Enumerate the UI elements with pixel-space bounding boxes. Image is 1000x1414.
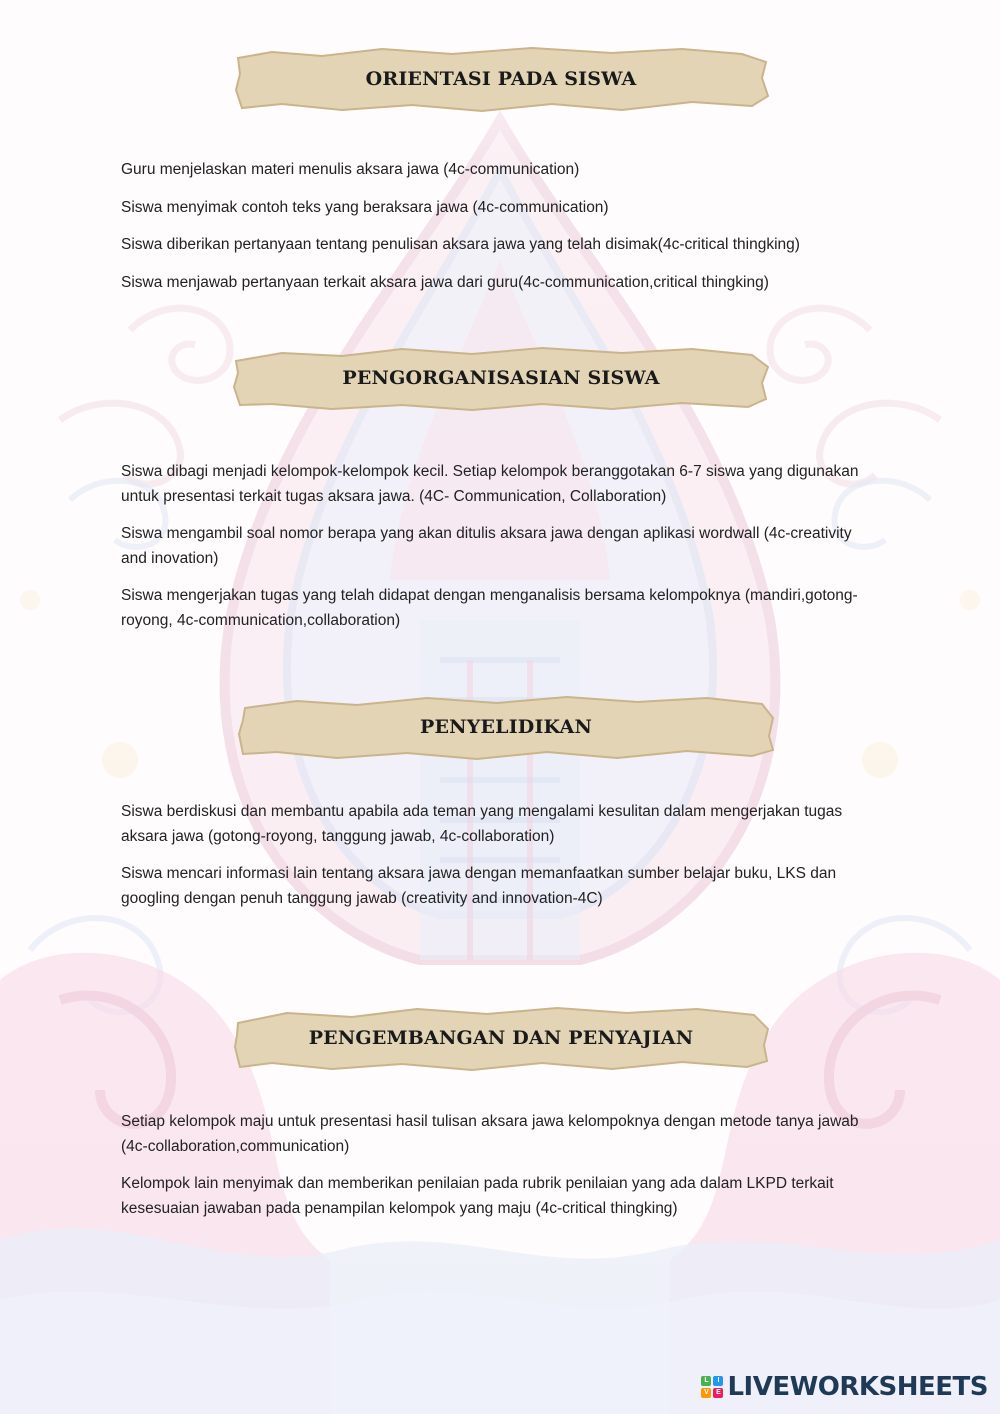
paragraph: Siswa menjawab pertanyaan terkait aksara jawa dari guru(4c-communication,critical thingking)	[121, 273, 769, 291]
section-title: PENGEMBANGAN DAN PENYAJIAN	[308, 1027, 694, 1049]
section-title: PENYELIDIKAN	[419, 716, 593, 738]
paragraph: Guru menjelaskan materi menulis aksara jawa (4c-communication)	[121, 161, 580, 178]
section-title: ORIENTASI PADA SISWA	[365, 68, 637, 90]
section-body-orientasi	[121, 158, 881, 308]
paragraph: Siswa menyimak contoh teks yang beraksara jawa (4c-communication)	[121, 198, 609, 216]
paragraph: Siswa mencari informasi lain tentang aksara jawa dengan memanfaatkan sumber belajar buku, LKS dan googling dengan penuh tanggung jawab (creativity and innovation-4C)	[121, 865, 837, 907]
paragraph: Kelompok lain menyimak dan memberikan penilaian pada rubrik penilaian yang ada dalam LKPD terkait kesesuaian jawaban pada penampilan kelompok yang maju (4c-critical thingking)	[121, 1175, 834, 1217]
section-body-pengorganisasian	[121, 460, 881, 646]
section-body-penyelidikan	[121, 800, 881, 924]
liveworksheets-logo-icon: L I V E	[701, 1376, 723, 1398]
section-title: PENGORGANISASIAN SISWA	[342, 367, 660, 389]
paragraph: Siswa diberikan pertanyaan tentang penulisan aksara jawa yang telah disimak(4c-critical thingking)	[121, 236, 800, 253]
section-banner-orientasi	[232, 44, 770, 114]
paragraph: Siswa berdiskusi dan membantu apabila ada teman yang mengalami kesulitan dalam mengerjakan tugas aksara jawa (gotong-royong, tanggung jawab, 4c-collaboration)	[121, 803, 843, 845]
section-banner-penyelidikan	[237, 692, 775, 762]
section-banner-pengembangan	[232, 1003, 770, 1073]
liveworksheets-logo	[701, 1370, 988, 1404]
liveworksheets-logo-text: LIVEWORKSHEETS	[727, 1372, 988, 1402]
paragraph: Siswa mengerjakan tugas yang telah didapat dengan menganalisis bersama kelompoknya (mandiri,gotong-royong, 4c-communication,collaboration)	[121, 587, 858, 629]
paragraph: Siswa dibagi menjadi kelompok-kelompok kecil. Setiap kelompok beranggotakan 6-7 siswa yang digunakan untuk presentasi terkait tugas aksara jawa. (4C- Communication, Collaboration)	[121, 463, 859, 505]
section-body-pengembangan	[121, 1110, 881, 1234]
paragraph: Setiap kelompok maju untuk presentasi hasil tulisan aksara jawa kelompoknya dengan metode tanya jawab (4c-collaboration,communication)	[121, 1113, 859, 1155]
paragraph: Siswa mengambil soal nomor berapa yang akan ditulis aksara jawa dengan aplikasi wordwall (4c-creativity and inovation)	[121, 525, 852, 567]
section-banner-pengorganisasian	[232, 343, 770, 413]
